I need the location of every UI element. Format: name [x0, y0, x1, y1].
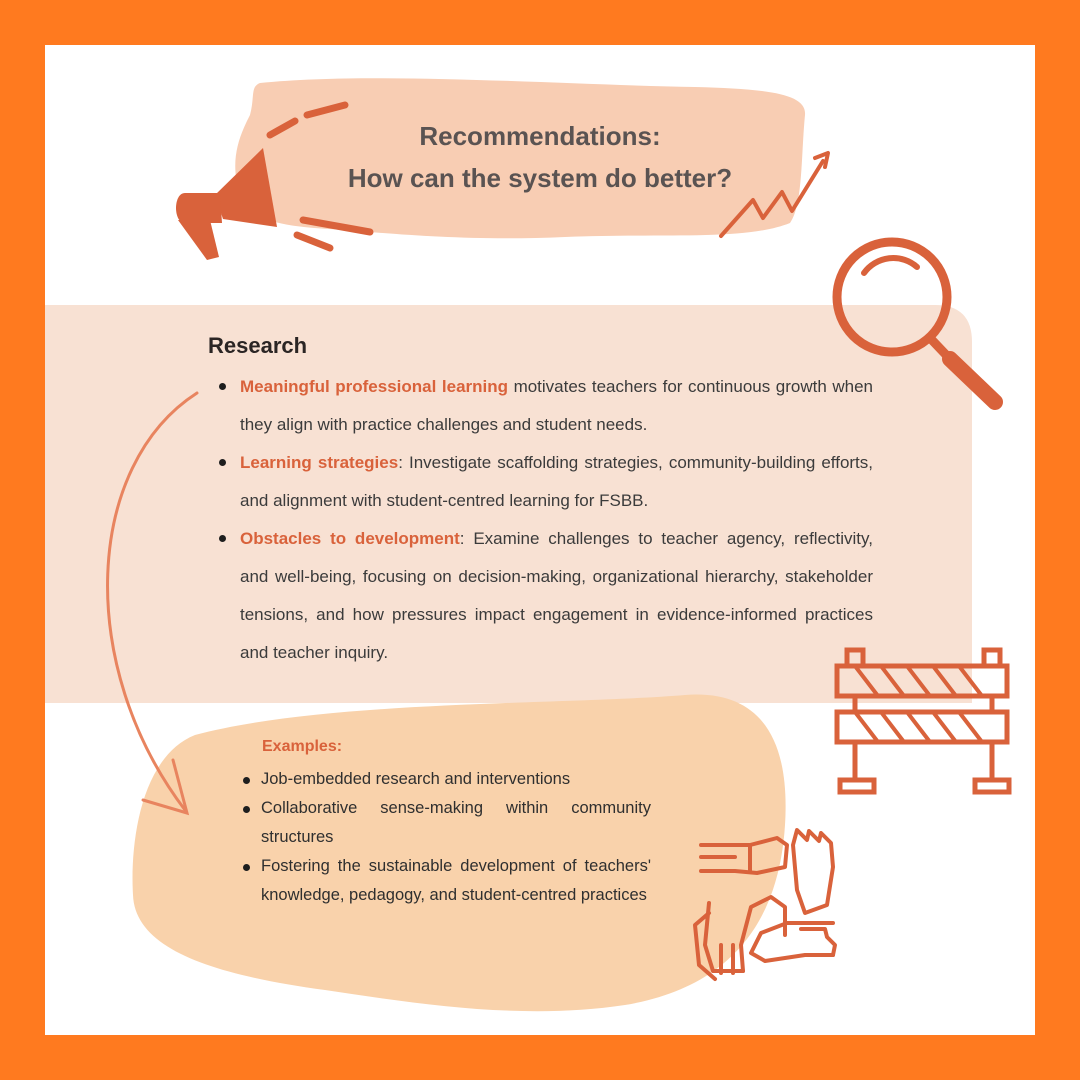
research-item-highlight: Obstacles to development [240, 529, 460, 548]
research-item-highlight: Meaningful professional learning [240, 377, 509, 396]
research-item-text: : Examine challenges to teacher agency, reflectivity, and well-being, focusing on decision-making, organizational hierarchy, stakeholder tensions, and how pressures impact engagement in evidence-informed practices and teacher inquiry. [240, 529, 873, 662]
list-item [217, 444, 873, 520]
research-item-text: : Investigate scaffolding strategies, community-building efforts, and alignment with student-centred learning for FSBB. [240, 453, 874, 510]
infographic-card [45, 45, 1035, 1035]
title-line-1: Recommendations: [419, 121, 661, 151]
page-title [280, 115, 800, 199]
list-item [217, 368, 873, 444]
list-item [217, 520, 873, 672]
research-item-highlight: Learning strategies [240, 453, 399, 472]
list-item: Fostering the sustainable development of teachers' knowledge, pedagogy, and student-centred practices [241, 852, 651, 910]
examples-list [241, 765, 651, 910]
examples-heading: Examples: [262, 738, 343, 755]
research-list [217, 368, 873, 672]
research-heading: Research [208, 333, 308, 358]
research-item-text: motivates teachers for continuous growth when they align with practice challenges and student needs. [240, 377, 873, 434]
title-line-2: How can the system do better? [347, 163, 733, 193]
list-item: Collaborative sense-making within community structures [241, 794, 651, 852]
list-item: Job-embedded research and interventions [241, 765, 651, 794]
